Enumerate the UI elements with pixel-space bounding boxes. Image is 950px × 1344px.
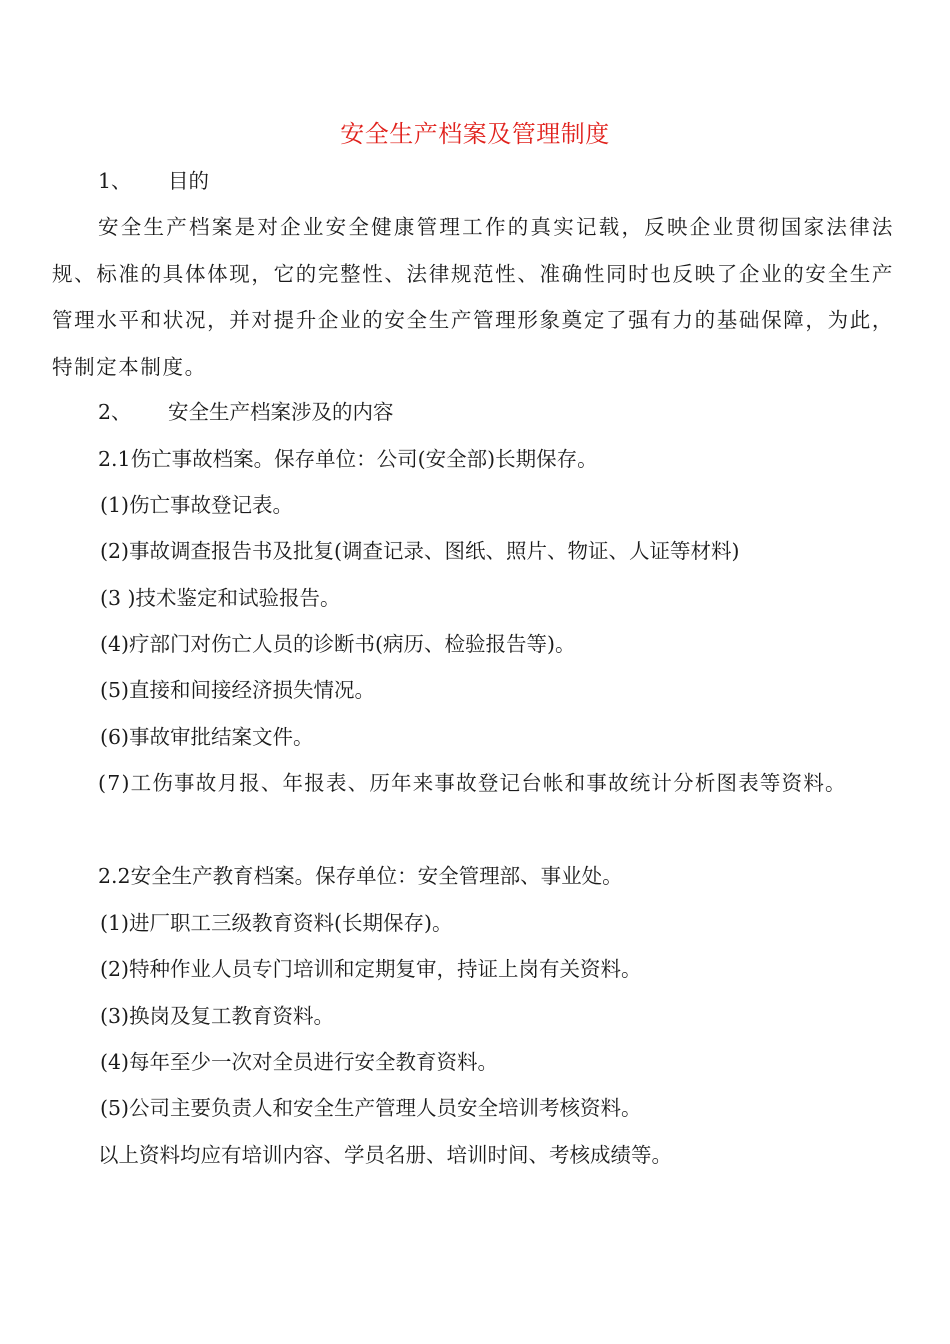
list-item: (5)直接和间接经济损失情况。 <box>100 678 376 702</box>
subsection-2-1-heading: 2.1伤亡事故档案。保存单位：公司(安全部)长期保存。 <box>98 447 598 471</box>
list-item: (3 )技术鉴定和试验报告。 <box>100 586 341 610</box>
section-2-heading <box>52 389 940 435</box>
section-1-number: 1、 <box>98 169 132 193</box>
list-item: (2)事故调查报告书及批复(调查记录、图纸、照片、物证、人证等材料) <box>100 539 740 563</box>
list-item: (2)特种作业人员专门培训和定期复审，持证上岗有关资料。 <box>100 957 642 981</box>
section-1-title: 目的 <box>168 169 209 193</box>
list-item: (4)每年至少一次对全员进行安全教育资料。 <box>100 1050 499 1074</box>
closing-paragraph: 以上资料均应有培训内容、学员名册、培训时间、考核成绩等。 <box>98 1143 672 1167</box>
document-title: 安全生产档案及管理制度 <box>340 120 610 148</box>
list-item-7: (7)工伤事故月报、年报表、历年来事故登记台帐和事故统计分析图表等资料。 <box>98 771 847 795</box>
list-item: (6)事故审批结案文件。 <box>100 725 314 749</box>
list-item: (1)伤亡事故登记表。 <box>100 493 294 517</box>
section-1-heading <box>52 158 940 204</box>
list-item: (3)换岗及复工教育资料。 <box>100 1004 335 1028</box>
section-2-title: 安全生产档案涉及的内容 <box>168 400 394 424</box>
list-item: (4)疗部门对伤亡人员的诊断书(病历、检验报告等)。 <box>100 632 576 656</box>
purpose-paragraph: 安全生产档案是对企业安全健康管理工作的真实记载，反映企业贯彻国家法律法规、标准的具体体现，它的完整性、法律规范性、准确性同时也反映了企业的安全生产管理水平和状况，并对提升企业的安全生产管理形象奠定了强有力的基础保障，为此，特制定本制度。 <box>52 215 894 379</box>
list-item: (1)进厂职工三级教育资料(长期保存)。 <box>100 911 453 935</box>
section-2-number: 2、 <box>98 400 132 424</box>
list-item: (5)公司主要负责人和安全生产管理人员安全培训考核资料。 <box>100 1096 642 1120</box>
subsection-2-2-heading: 2.2安全生产教育档案。保存单位：安全管理部、事业处。 <box>98 864 623 888</box>
